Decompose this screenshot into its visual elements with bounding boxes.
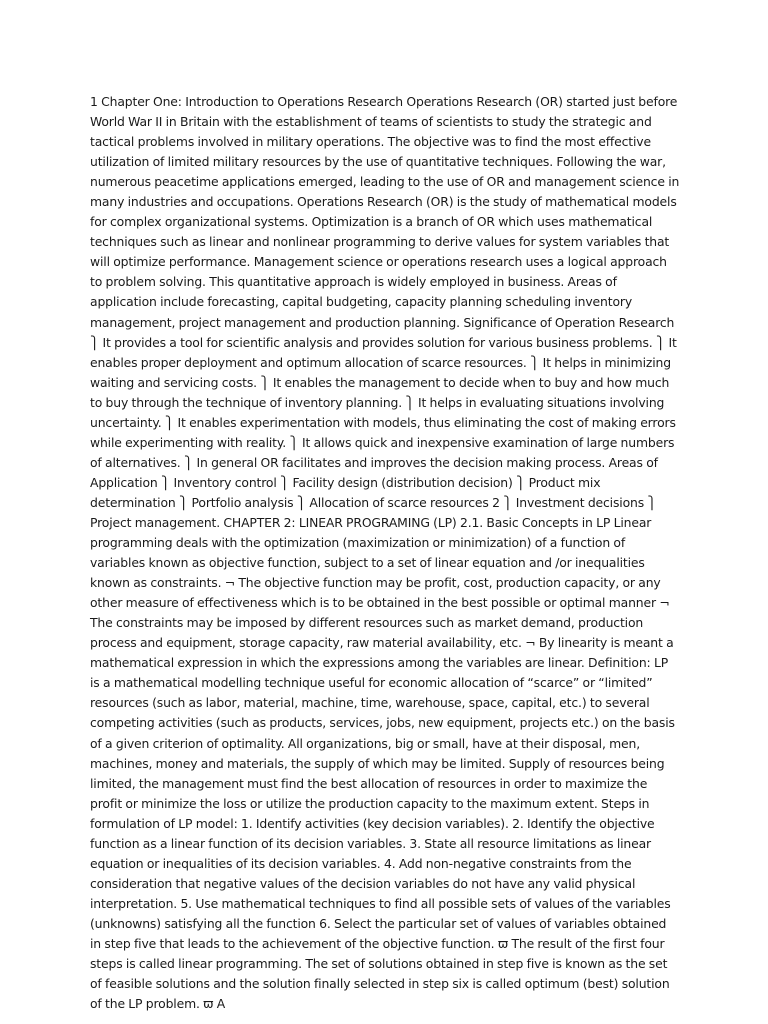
- document-body-text: 1 Chapter One: Introduction to Operations Research Operations Research (OR) started just before World War II in Britain with the establishment of teams of scientists to study the strategic and tactical problems involved in military operations. The objective was to find the most effective utilization of limited military resources by the use of quantitative techniques. Following the war, numerous peacetime applications emerged, leading to the use of OR and management science in many industries and occupations. Operations Research (OR) is the study of mathematical models for complex organizational systems. Optimization is a branch of OR which uses mathematical techniques such as linear and nonlinear programming to derive values for system variables that will optimize performance. Management science or operations research uses a logical approach to problem solving. This quantitative approach is widely employed in business. Areas of application include forecasting, capital budgeting, capacity planning scheduling inventory management, project management and production planning. Significance of Operation Research ⎫ It provides a tool for scientific analysis and provides solution for various business problems. ⎫ It enables proper deployment and optimum allocation of scarce resources. ⎫ It helps in minimizing waiting and servicing costs. ⎫ It enables the management to decide when to buy and how much to buy through the technique of inventory planning. ⎫ It helps in evaluating situations involving uncertainty. ⎫ It enables experimentation with models, thus eliminating the cost of making errors while experimenting with reality. ⎫ It allows quick and inexpensive examination of large numbers of alternatives. ⎫ In general OR facilitates and improves the decision making process. Areas of Application ⎫ Inventory control ⎫ Facility design (distribution decision) ⎫ Product mix determination ⎫ Portfolio analysis ⎫ Allocation of scarce resources 2 ⎫ Investment decisions ⎫ Project management. CHAPTER 2: LINEAR PROGRAMING (LP) 2.1. Basic Concepts in LP Linear programming deals with the optimization (maximization or minimization) of a function of variables known as objective function, subject to a set of linear equation and /or inequalities known as constraints. ¬ The objective function may be profit, cost, production capacity, or any other measure of effectiveness which is to be obtained in the best possible or optimal manner ¬ The constraints may be imposed by different resources such as market demand, production process and equipment, storage capacity, raw material availability, etc. ¬ By linearity is meant a mathematical expression in which the expressions among the variables are linear. Definition: LP is a mathematical modelling technique useful for economic allocation of “scarce” or “limited” resources (such as labor, material, machine, time, warehouse, space, capital, etc.) to several competing activities (such as products, services, jobs, new equipment, projects etc.) on the basis of a given criterion of optimality. All organizations, big or small, have at their disposal, men, machines, money and materials, the supply of which may be limited. Supply of resources being limited, the management must find the best allocation of resources in order to maximize the profit or minimize the loss or utilize the production capacity to the maximum extent. Steps in formulation of LP model: 1. Identify activities (key decision variables). 2. Identify the objective function as a linear function of its decision variables. 3. State all resource limitations as linear equation or inequalities of its decision variables. 4. Add non-negative constraints from the consideration that negative values of the decision variables do not have any valid physical interpretation. 5. Use mathematical techniques to find all possible sets of values of the variables (unknowns) satisfying all the function 6. Select the particular set of values of variables obtained in step five that leads to the achievement of the objective function. ϖ The result of the first four steps is called linear programming. The set of solutions obtained in step five is known as the set of feasible solutions and the solution finally selected in step six is called optimum (best) solution of the LP problem. ϖ A: [90, 94, 680, 1012]
